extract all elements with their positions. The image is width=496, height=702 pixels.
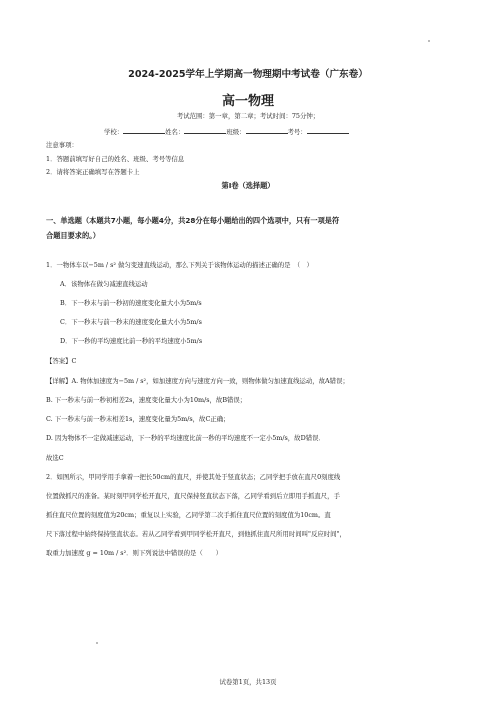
question-2-line: 位置做抓尺的准备。某时刻甲同学松开直尺，直尺保持竖直状态下落，乙同学看到后立即用手抓直尺，手 bbox=[46, 492, 340, 500]
question-1-stem: 1．一物体车以−5m / s² 做匀变速直线运动，那么下列关于该物体运动的描述正确的是 （ ） bbox=[46, 261, 313, 269]
school-field[interactable] bbox=[123, 127, 165, 134]
question-2-line: 取重力加速度 g = 10m / s²．则下列说法中错误的是（ ） bbox=[46, 549, 222, 557]
analysis-conclusion: 故选C bbox=[46, 454, 64, 462]
option-c: C．下一秒末与前一秒末的速度变化量大小为5m/s bbox=[60, 318, 202, 326]
class-field[interactable] bbox=[246, 127, 288, 134]
subject-title: 高一物理 bbox=[221, 94, 274, 109]
exam-title: 2024-2025学年上学期高一物理期中考试卷（广东卷） bbox=[128, 69, 368, 80]
analysis-line: 【详解】A. 物体加速度为−5m / s²，如加速度方向与速度方向一致，则物体做匀加速直线运动，故A错误； bbox=[46, 377, 349, 385]
option-b: B．下一秒末与前一秒初的速度变化量大小为5m/s bbox=[60, 299, 202, 307]
student-info-fields bbox=[104, 127, 349, 136]
class-label: 班级： bbox=[226, 128, 246, 136]
option-a: A．该物体在做匀减速直线运动 bbox=[60, 280, 148, 288]
exam-info: 考试范围：第一章，第二章；考试时间：75分钟； bbox=[176, 112, 320, 120]
option-d: D．下一秒的平均速度比前一秒的平均速度小5m/s bbox=[60, 337, 203, 345]
school-label: 学校： bbox=[104, 128, 124, 136]
analysis-line: D. 因为物体不一定做减速运动，下一秒的平均速度比前一秒的平均速度不一定小5m/s，故D错误． bbox=[46, 434, 325, 442]
corner-mark bbox=[428, 40, 430, 42]
analysis-line: C. 下一秒末与前一秒末相差1s，速度变化量为5m/s，故C正确； bbox=[46, 415, 230, 423]
answer-label: 【答案】C bbox=[46, 357, 77, 365]
section-heading-cont: 合题目要求的。） bbox=[46, 231, 100, 240]
notice-item: 2．请将答案正确填写在答题卡上 bbox=[46, 168, 140, 176]
question-2-line: 2．如图所示，甲同学用手拿着一把长50cm的直尺，并使其处于竖直状态；乙同学把手放在直尺0刻度线 bbox=[46, 473, 341, 481]
analysis-line: B. 下一秒末与前一秒初相差2s，速度变化量大小为10m/s，故B错误； bbox=[46, 396, 247, 404]
question-2-line: 抓住直尺位置的刻度值为20cm；重复以上实验，乙同学第二次手抓住直尺位置的刻度值为10cm。直 bbox=[46, 511, 331, 519]
id-field[interactable] bbox=[307, 127, 349, 134]
section-heading: 一、单选题（本题共7小题，每小题4分，共28分在每小题给出的四个选项中，只有一项是符 bbox=[46, 216, 340, 225]
page-footer: 试卷第1页，共13页 bbox=[219, 678, 277, 686]
part-title: 第I卷（选择题） bbox=[221, 181, 275, 190]
notice-item: 1．答题前填写好自己的姓名、班级、考号等信息 bbox=[46, 155, 185, 163]
corner-mark bbox=[96, 642, 98, 644]
name-field[interactable] bbox=[184, 127, 226, 134]
notice-heading: 注意事项： bbox=[46, 141, 78, 149]
name-label: 姓名： bbox=[165, 128, 185, 136]
id-label: 考号： bbox=[287, 128, 307, 136]
question-2-line: 尺下落过程中始终保持竖直状态。若从乙同学看到甲同学松开直尺，到他抓住直尺所用时间叫"反应时间"， bbox=[46, 530, 346, 538]
